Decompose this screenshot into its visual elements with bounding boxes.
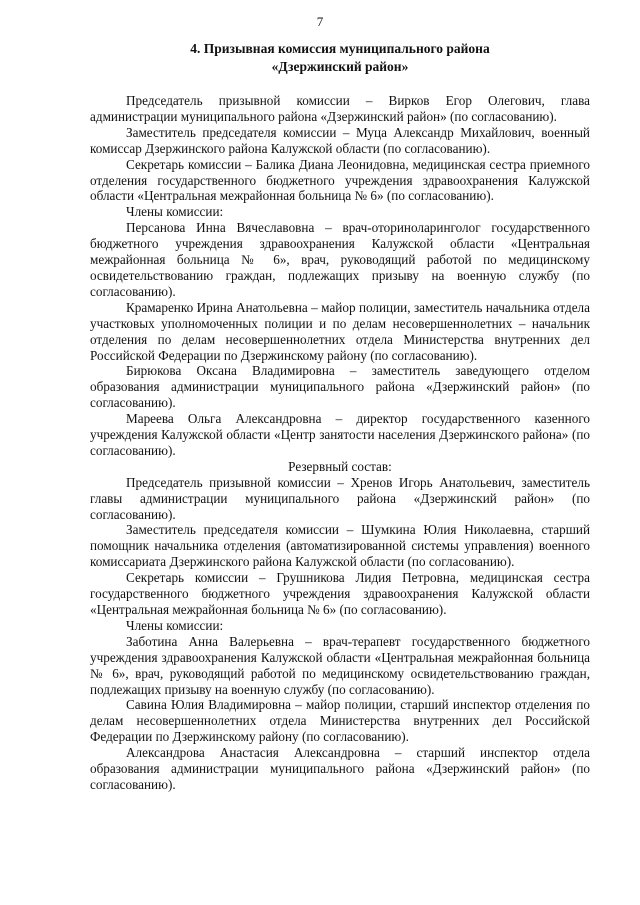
reserve-members-heading: Члены комиссии: <box>126 617 224 633</box>
section-title-line-2: «Дзержинский район» <box>271 59 409 74</box>
chairman-paragraph: Председатель призывной комиссии – Вирков Егор Олегович, глава администрации муниципального района «Дзержинский район» (по согласованию). <box>90 93 590 124</box>
section-title <box>90 40 590 76</box>
members-heading: Члены комиссии: <box>126 204 224 220</box>
reserve-member-paragraph: Заботина Анна Валерьевна – врач-терапевт государственного бюджетного учреждения здравоохранения Калужской области «Центральная межрайонная больница № 6», врач, руководящий работой по медицинскому освидетельствованию граждан, подлежащих призыву на военную службу (по согласованию). <box>90 633 590 697</box>
reserve-composition-heading: Резервный состав: <box>288 458 392 474</box>
section-title-line-1: 4. Призывная комиссия муниципального района <box>190 41 490 56</box>
reserve-member-paragraph: Александрова Анастасия Александровна – старший инспектор отдела образования администрации муниципального района «Дзержинский район» (по согласованию). <box>90 745 590 792</box>
member-paragraph: Бирюкова Оксана Владимировна – заместитель заведующего отделом образования администрации муниципального района «Дзержинский район» (по согласованию). <box>90 363 590 411</box>
reserve-secretary-paragraph: Секретарь комиссии – Грушникова Лидия Петровна, медицинская сестра государственного бюджетного учреждения здравоохранения Калужской области «Центральная межрайонная больница № 6» (по согласованию). <box>90 570 590 617</box>
reserve-deputy-chairman-paragraph: Заместитель председателя комиссии – Шумкина Юлия Николаевна, старший помощник начальника отделения (автоматизированной системы управления) военного комиссариата Дзержинского района Калужской области (по согласованию). <box>90 522 590 570</box>
member-paragraph: Мареева Ольга Александровна – директор государственного казенного учреждения Калужской области «Центр занятости населения Дзержинского района» (по согласованию). <box>90 411 590 458</box>
member-paragraph: Персанова Инна Вячеславовна – врач-оториноларинголог государственного бюджетного учреждения здравоохранения Калужской области «Центральная межрайонная больница № 6», врач, руководящий работой по медицинскому освидетельствованию граждан, подлежащих призыву на военную службу (по согласованию). <box>90 220 590 299</box>
document-body <box>90 93 590 793</box>
secretary-paragraph: Секретарь комиссии – Балика Диана Леонидовна, медицинская сестра приемного отделения государственного бюджетного учреждения здравоохранения Калужской области «Центральная межрайонная больница № 6» (по согласованию). <box>90 156 590 204</box>
reserve-member-paragraph: Савина Юлия Владимировна – майор полиции, старший инспектор отделения по делам несовершеннолетних отдела Министерства внутренних дел Российской Федерации по Дзержинскому району (по согласованию). <box>90 697 590 745</box>
reserve-chairman-paragraph: Председатель призывной комиссии – Хренов Игорь Анатольевич, заместитель главы администрации муниципального района «Дзержинский район» (по согласованию). <box>90 474 590 522</box>
deputy-chairman-paragraph: Заместитель председателя комиссии – Муца Александр Михайлович, военный комиссар Дзержинского района Калужской области (по согласованию). <box>90 124 590 156</box>
page-number: 7 <box>316 14 324 29</box>
member-paragraph: Крамаренко Ирина Анатольевна – майор полиции, заместитель начальника отдела участковых уполномоченных полиции и по делам несовершеннолетних – начальник отделения по делам несовершеннолетних отдела Министерства внутренних дел Российской Федерации по Дзержинскому району (по согласованию). <box>90 299 590 363</box>
